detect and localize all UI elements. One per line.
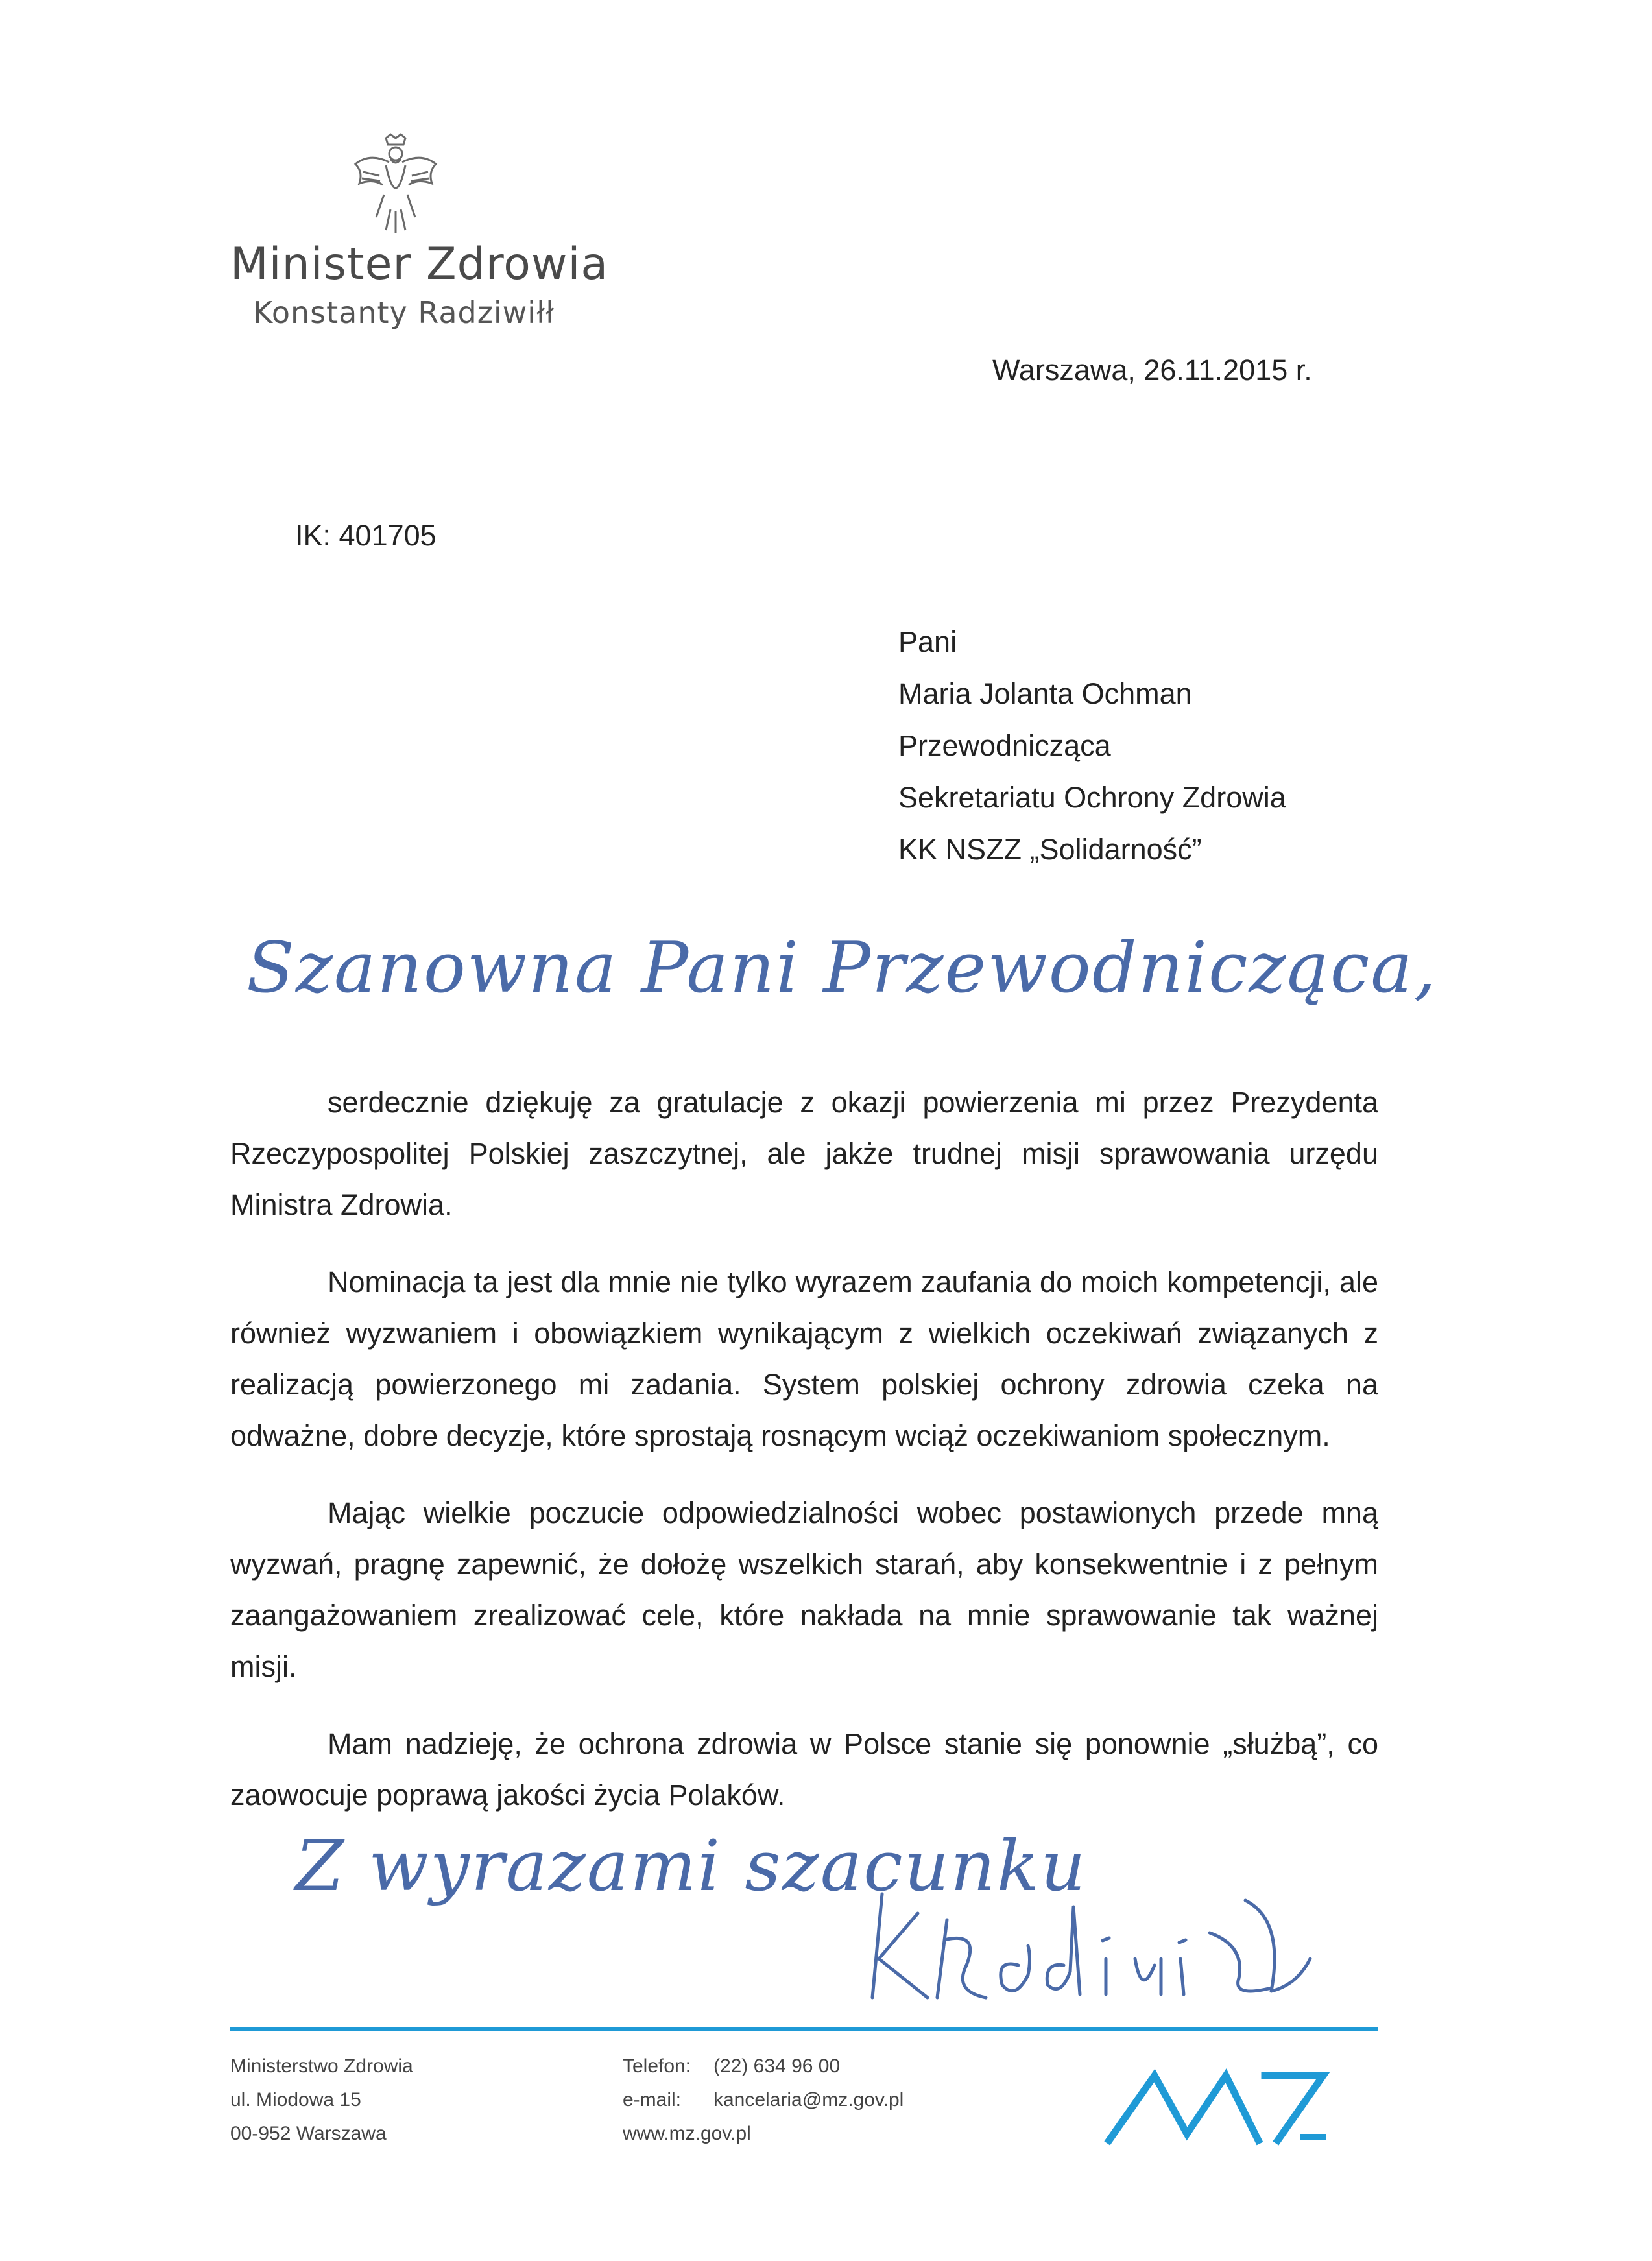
eagle-emblem-icon bbox=[350, 133, 441, 237]
email-label: e-mail: bbox=[623, 2089, 682, 2111]
email-row bbox=[623, 2083, 904, 2117]
office-title: Minister Zdrowia bbox=[230, 239, 609, 290]
letter-body bbox=[230, 1077, 1378, 1847]
recipient-line: KK NSZZ „Solidarność” bbox=[898, 833, 1202, 866]
recipient-line: Maria Jolanta Ochman bbox=[898, 677, 1192, 710]
website-link[interactable]: www.mz.gov.pl bbox=[623, 2123, 751, 2144]
footer-contact bbox=[623, 2050, 904, 2151]
place-date: Warszawa, 26.11.2015 r. bbox=[992, 353, 1312, 387]
recipient-line: Pani bbox=[898, 625, 957, 658]
recipient-block bbox=[898, 616, 1286, 876]
footer-divider bbox=[230, 2027, 1378, 2031]
address-line: Ministerstwo Zdrowia bbox=[230, 2055, 413, 2077]
footer-address bbox=[230, 2050, 413, 2151]
paragraph: serdecznie dziękuję za gratulacje z okazji powierzenia mi przez Prezydenta Rzeczypospolitej Polskiej zaszczytnej, ale jakże trudnej misji sprawowania urzędu Ministra Zdrowia. bbox=[230, 1086, 1378, 1221]
minister-name: Konstanty Radziwiłł bbox=[253, 295, 555, 330]
website-row bbox=[623, 2117, 904, 2151]
phone-value: (22) 634 96 00 bbox=[713, 2055, 841, 2077]
reference-number: IK: 401705 bbox=[295, 519, 437, 552]
recipient-line: Sekretariatu Ochrony Zdrowia bbox=[898, 781, 1286, 814]
phone-row bbox=[623, 2050, 904, 2083]
mz-logo-icon bbox=[1103, 2056, 1349, 2147]
phone-label: Telefon: bbox=[623, 2055, 691, 2077]
recipient-line: Przewodnicząca bbox=[898, 729, 1111, 762]
paragraph: Mam nadzieję, że ochrona zdrowia w Polsce stanie się ponownie „służbą”, co zaowocuje poprawą jakości życia Polaków. bbox=[230, 1727, 1378, 1812]
handwritten-salutation: Szanowna Pani Przewodnicząca, bbox=[246, 927, 1437, 1009]
address-line: ul. Miodowa 15 bbox=[230, 2089, 361, 2111]
email-link[interactable]: kancelaria@mz.gov.pl bbox=[713, 2089, 904, 2111]
address-line: 00-952 Warszawa bbox=[230, 2123, 387, 2144]
paragraph: Mając wielkie poczucie odpowiedzialności wobec postawionych przede mną wyzwań, pragnę zapewnić, że dołożę wszelkich starań, aby konsekwentnie i z pełnym zaangażowaniem zrealizować cele, które nakłada na mnie sprawowanie tak ważnej misji. bbox=[230, 1496, 1378, 1683]
signature bbox=[856, 1868, 1323, 2017]
handwritten-closing: Z wyrazami szacunku bbox=[295, 1826, 1087, 1907]
paragraph: Nominacja ta jest dla mnie nie tylko wyrazem zaufania do moich kompetencji, ale również wyzwaniem i obowiązkiem wynikającym z wielkich oczekiwań związanych z realizacją powierzonego mi zadania. System polskiej ochrony zdrowia czeka na odważne, dobre decyzje, które sprostają rosnącym wciąż oczekiwaniom społecznym. bbox=[230, 1265, 1378, 1452]
